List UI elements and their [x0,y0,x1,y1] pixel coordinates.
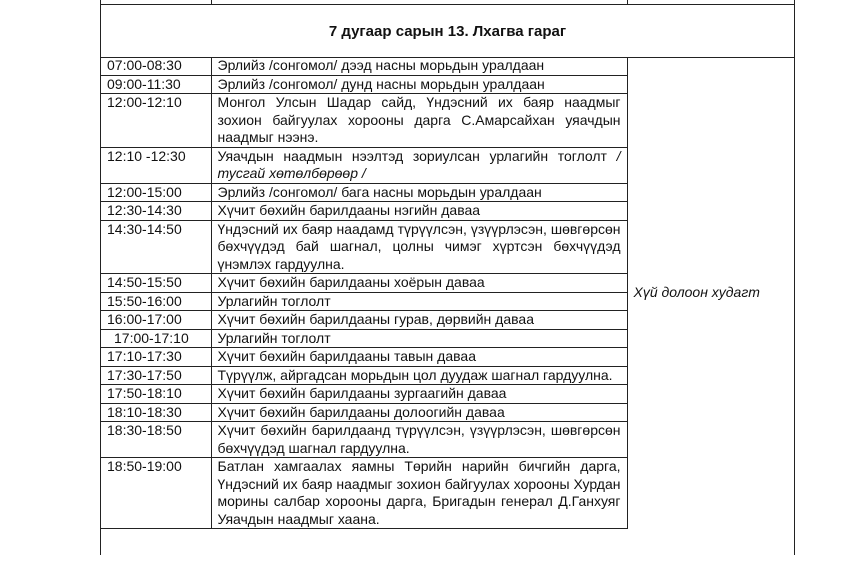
event-cell [211,147,627,183]
time-cell: 12:00-15:00 [101,183,211,202]
time-cell: 14:30-14:50 [101,220,211,274]
event-cell: Эрлийз /сонгомол/ бага насны морьдын уралдаан [211,183,627,202]
column-divider [627,0,628,4]
time-cell: 16:00-17:00 [101,311,211,330]
schedule-sheet [100,0,795,555]
time-cell: 17:50-18:10 [101,385,211,404]
time-cell: 09:00-11:30 [101,75,211,94]
time-cell: 14:50-15:50 [101,274,211,293]
event-cell: Хүчит бөхийн барилдаанд түрүүлсэн, үзүүрлэсэн, шөвгөрсөн бөхчүүдэд шагнал гардуулна. [211,422,627,458]
event-cell: Эрлийз /сонгомол/ дунд насны морьдын уралдаан [211,75,627,94]
event-cell: Түрүүлж, айргадсан морьдын цол дуудаж шагнал гардуулна. [211,366,627,385]
event-cell: Монгол Улсын Шадар сайд, Үндэсний их баяр наадмыг зохион байгуулах хорооны дарга С.Амарсайхан уяачдын наадмыг нээнэ. [211,94,627,148]
time-cell: 12:00-12:10 [101,94,211,148]
event-cell: Хүчит бөхийн барилдааны гурав, дөрвийн даваа [211,311,627,330]
time-cell: 12:30-14:30 [101,202,211,221]
event-cell: Хүчит бөхийн барилдааны тавын даваа [211,348,627,367]
schedule-table [101,57,794,529]
time-cell: 12:10 -12:30 [101,147,211,183]
event-cell: Хүчит бөхийн барилдааны хоёрын даваа [211,274,627,293]
event-text: Уяачдын наадмын нээлтэд зориулсан урлагийн тоглолт [217,147,607,164]
column-divider [211,0,212,4]
table-row [101,57,794,75]
date-header: 7 дугаар сарын 13. Лхагва гараг [101,5,794,58]
event-cell: Эрлийз /сонгомол/ дээд насны морьдын уралдаан [211,57,627,75]
time-cell: 07:00-08:30 [101,57,211,75]
event-cell: Хүчит бөхийн барилдааны зургаагийн даваа [211,385,627,404]
time-cell: 17:00-17:10 [101,329,211,348]
event-cell: Хүчит бөхийн барилдааны долоогийн даваа [211,403,627,422]
time-cell: 17:10-17:30 [101,348,211,367]
event-cell: Урлагийн тоглолт [211,292,627,311]
time-cell: 18:30-18:50 [101,422,211,458]
event-cell: Хүчит бөхийн барилдааны нэгийн даваа [211,202,627,221]
event-cell: Үндэсний их баяр наадамд түрүүлсэн, үзүүрлэсэн, шөвгөрсөн бөхчүүдэд бай шагнал, цолны чимэг хүртсэн бөхчүүдэд үнэмлэх гардуулна. [211,220,627,274]
time-cell: 17:30-17:50 [101,366,211,385]
event-note: / тусгай хөтөлбөрөөр / [217,147,621,181]
location-cell: Хүй долоон худагт [627,57,794,529]
event-cell: Урлагийн тоглолт [211,329,627,348]
time-cell: 18:10-18:30 [101,403,211,422]
event-cell: Батлан хамгаалах яамны Төрийн нарийн бичгийн дарга, Үндэсний их баяр наадмыг зохион байгуулах хорооны Хурдан морины салбар хорооны дарга, Бригадын генерал Д.Ганхуяг Уяачдын наадмыг хаана. [211,458,627,529]
time-cell: 15:50-16:00 [101,292,211,311]
time-cell: 18:50-19:00 [101,458,211,529]
